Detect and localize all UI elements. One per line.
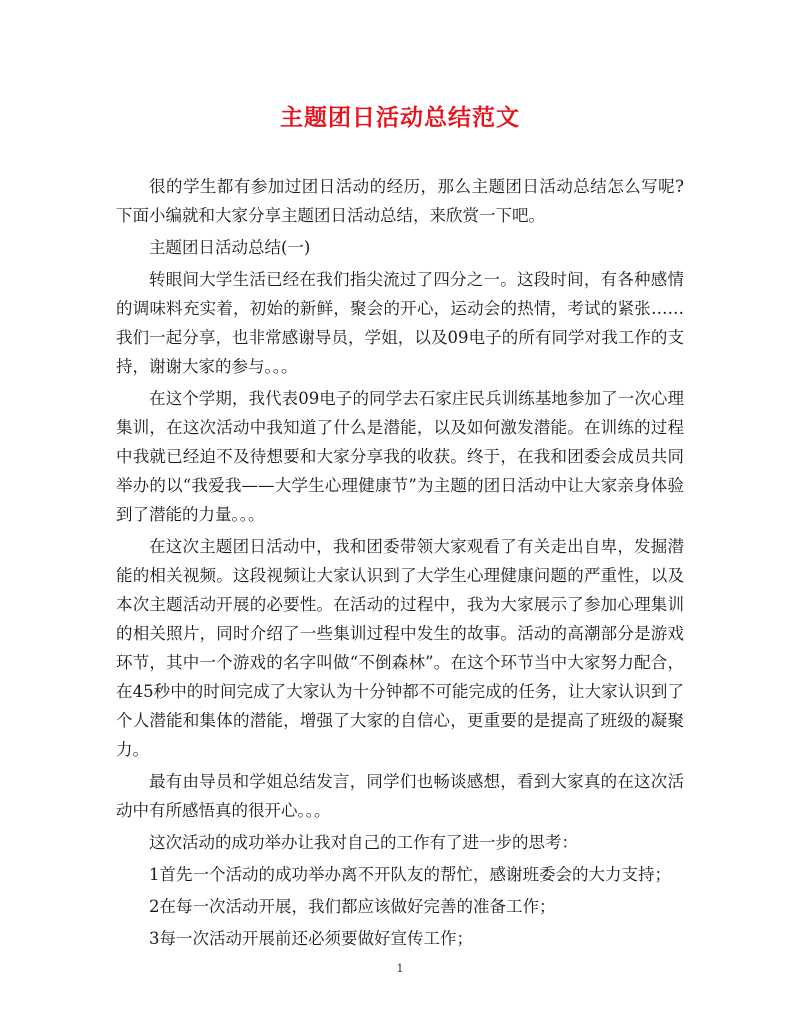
body-paragraph: 最有由导员和学姐总结发言，同学们也畅谈感想，看到大家真的在这次活动中有所感悟真的很开心。。。 <box>116 772 684 820</box>
body-paragraph: 这次活动的成功举办让我对自己的工作有了进一步的思考： <box>149 833 578 852</box>
document-body <box>116 172 684 956</box>
page-number: 1 <box>396 962 404 975</box>
body-paragraph: 转眼间大学生活已经在我们指尖流过了四分之一。这段时间，有各种感情的调味料充实着，初始的新鲜，聚会的开心，运动会的热情，考试的紧张……我们一起分享，也非常感谢导员，学姐，以及09电子的所有同学对我工作的支持，谢谢大家的参与。。。 <box>116 270 684 376</box>
intro-paragraph: 很的学生都有参加过团日活动的经历，那么主题团日活动总结怎么写呢?下面小编就和大家分享主题团日活动总结，来欣赏一下吧。 <box>116 177 684 225</box>
section-heading: 主题团日活动总结(一) <box>149 238 311 257</box>
body-paragraph: 在这次主题团日活动中，我和团委带领大家观看了有关走出自卑，发掘潜能的相关视频。这段视频让大家认识到了大学生心理健康问题的严重性，以及本次主题活动开展的必要性。在活动的过程中，我为大家展示了参加心理集训的相关照片，同时介绍了一些集训过程中发生的故事。活动的高潮部分是游戏环节，其中一个游戏的名字叫做“不倒森林”。在这个环节当中大家努力配合，在45秒中的时间完成了大家认为十分钟都不可能完成的任务，让大家认识到了个人潜能和集体的潜能，增强了大家的自信心，更重要的是提高了班级的凝聚力。 <box>116 537 684 759</box>
list-item: 3每一次活动开展前还必须要做好宣传工作； <box>149 929 473 948</box>
document-title: 主题团日活动总结范文 <box>280 104 520 131</box>
body-paragraph: 在这个学期，我代表09电子的同学去石家庄民兵训练基地参加了一次心理集训，在这次活动中我知道了什么是潜能，以及如何激发潜能。在训练的过程中我就已经迫不及待想要和大家分享我的收获。终于，在我和团委会成员共同举办的以“我爱我——大学生心理健康节”为主题的团日活动中让大家亲身体验到了潜能的力量。。。 <box>116 389 684 524</box>
list-item: 2在每一次活动开展，我们都应该做好完善的准备工作； <box>149 897 556 916</box>
list-item: 1首先一个活动的成功举办离不开队友的帮忙，感谢班委会的大力支持； <box>149 865 671 884</box>
